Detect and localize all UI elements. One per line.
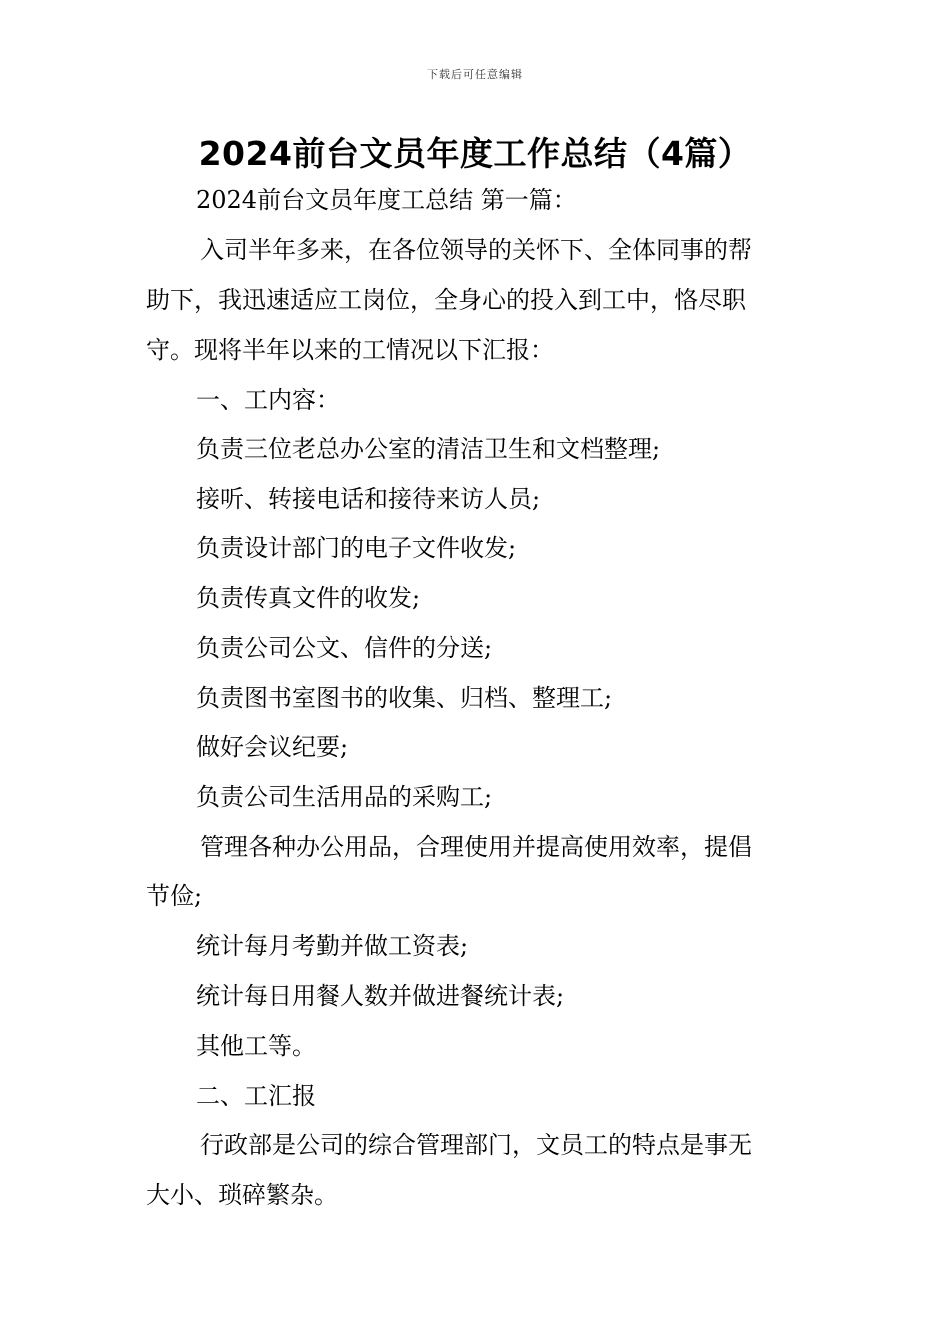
list-item: 负责三位老总办公室的清洁卫生和文档整理; — [196, 435, 661, 463]
list-item: 其他工等。 — [196, 1032, 316, 1060]
list-item: 负责公司公文、信件的分送; — [196, 634, 493, 662]
list-item: 做好会议纪要; — [196, 733, 349, 761]
list-item: 统计每月考勤并做工资表; — [196, 932, 469, 960]
intro-paragraph-line: 入司半年多来，在各位领导的关怀下、全体同事的帮 — [200, 236, 752, 264]
section-heading: 一、工内容： — [196, 386, 340, 414]
list-item: 管理各种办公用品，合理使用并提高使用效率，提倡 — [200, 833, 752, 861]
list-item-continuation: 节俭; — [146, 882, 203, 910]
header-note: 下载后可任意编辑 — [427, 68, 523, 81]
intro-paragraph-line: 助下，我迅速适应工岗位，全身心的投入到工中，恪尽职 — [146, 286, 746, 314]
list-item: 负责公司生活用品的采购工; — [196, 783, 493, 811]
list-item: 接听、转接电话和接待来访人员; — [196, 485, 541, 513]
list-item: 负责图书室图书的收集、归档、整理工; — [196, 684, 613, 712]
list-item: 统计每日用餐人数并做进餐统计表; — [196, 982, 565, 1010]
list-item: 负责设计部门的电子文件收发; — [196, 534, 517, 562]
document-subtitle: 2024前台文员年度工总结 第一篇： — [196, 186, 577, 214]
section-heading: 二、工汇报 — [196, 1082, 316, 1110]
document-title: 2024前台文员年度工作总结（4篇） — [198, 134, 752, 173]
section-paragraph-line: 大小、琐碎繁杂。 — [146, 1181, 338, 1209]
section-paragraph-line: 行政部是公司的综合管理部门，文员工的特点是事无 — [200, 1131, 752, 1159]
list-item: 负责传真文件的收发; — [196, 584, 421, 612]
intro-paragraph-line: 守。现将半年以来的工情况以下汇报： — [146, 336, 554, 364]
